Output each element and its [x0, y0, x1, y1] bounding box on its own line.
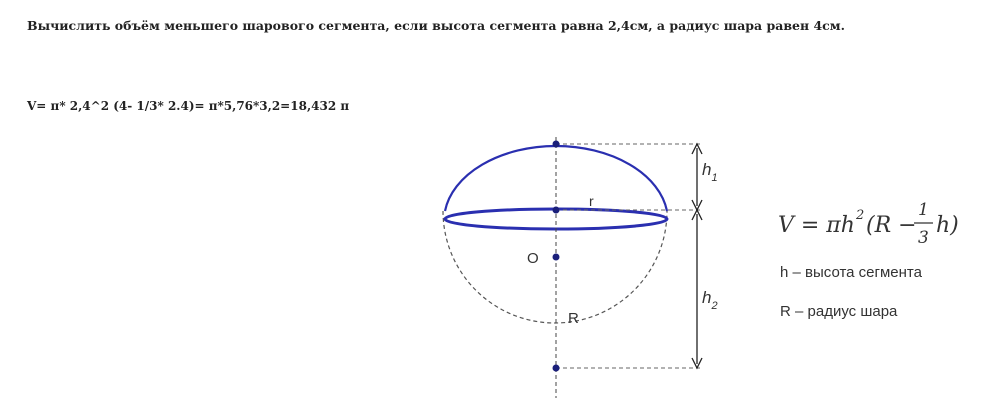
label-r: r — [589, 193, 594, 209]
legend-h: h – высота сегмента — [780, 264, 922, 281]
formula-close: h) — [936, 213, 959, 238]
formula-open: (R − — [866, 213, 917, 238]
formula-lhs: V = πh — [778, 213, 855, 238]
formula-fraction-den: 3 — [918, 228, 929, 248]
label-h1-main: h — [702, 160, 712, 179]
label-R: R — [568, 310, 579, 327]
solution-formula: V= π* 2,4^2 (4- 1/3* 2.4)= π*5,76*3,2=18,432 π — [27, 99, 350, 113]
point-center-O — [553, 254, 560, 261]
label-O: O — [527, 250, 539, 267]
legend-R: R – радиус шара — [780, 303, 898, 320]
point-base-center — [553, 207, 560, 214]
formula-fraction-num: 1 — [918, 200, 929, 220]
point-top — [553, 141, 560, 148]
label-h1-sub: 1 — [711, 172, 718, 184]
problem-statement: Вычислить объём меньшего шарового сегмента, если высота сегмента равна 2,4см, а радиус шара равен 4см. — [27, 18, 845, 33]
label-h1 — [702, 160, 718, 184]
point-bottom — [553, 365, 560, 372]
label-h2-main: h — [702, 288, 712, 307]
label-h2 — [702, 288, 718, 312]
formula-exponent: 2 — [856, 208, 865, 223]
label-h2-sub: 2 — [711, 300, 718, 312]
